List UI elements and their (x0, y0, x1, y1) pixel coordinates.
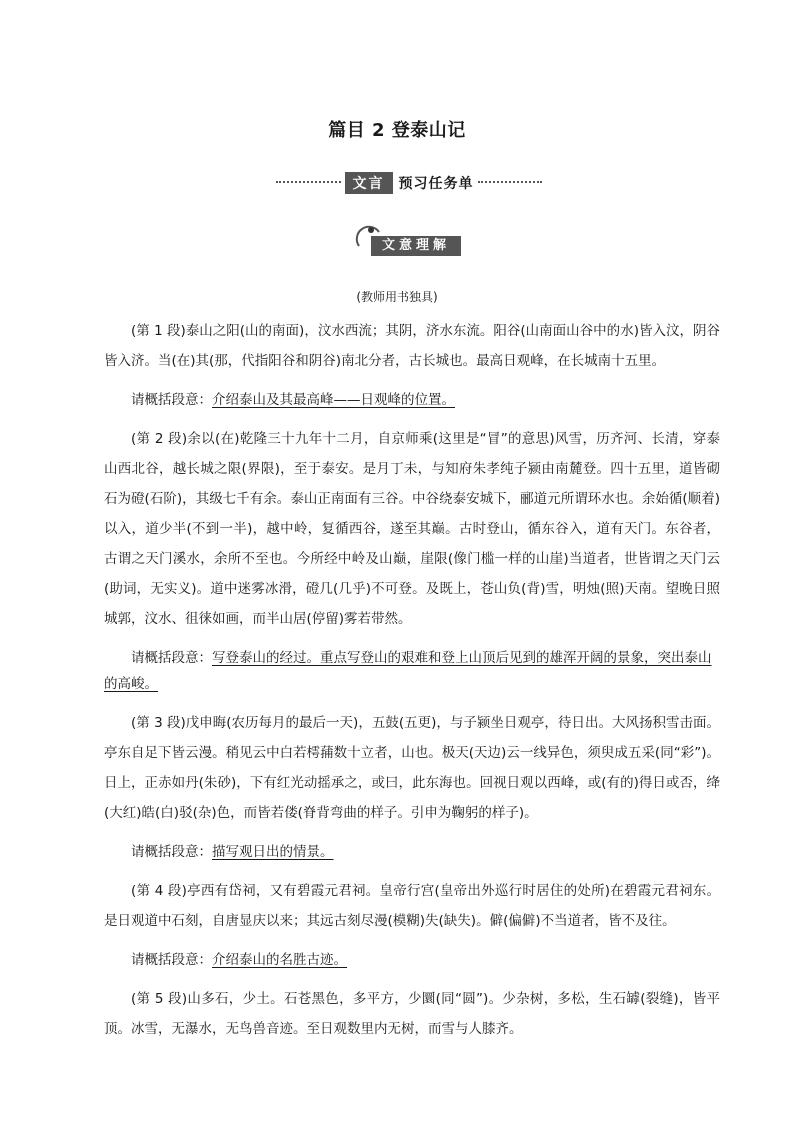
summary-2 (104, 645, 720, 697)
summary-answer: 介绍泰山及其最高峰——日观峰的位置。 (212, 392, 455, 408)
summary-label: 请概括段意： (131, 844, 212, 860)
paragraph-4: (第 4 段)亭西有岱祠，又有碧霞元君祠。皇帝行宫(皇帝出外巡行时居住的处所)在碧霞元君祠东。是日观道中石刻，自唐显庆以来；其远古刻尽漫(模糊)失(缺失)。僻(偏僻)不当道者，皆不及往。 (104, 883, 720, 929)
summary-1 (104, 387, 720, 413)
summary-label: 请概括段意： (131, 952, 212, 968)
summary-4 (104, 947, 720, 973)
summary-3 (104, 839, 720, 865)
banner-text: 预习任务单 (398, 176, 474, 192)
summary-answer: 介绍泰山的名胜古迹。 (212, 952, 347, 968)
summary-label: 请概括段意： (131, 650, 212, 666)
paragraph-2: (第 2 段)余以(在)乾隆三十九年十二月，自京师乘(这里是“冒”的意思)风雪，历齐河、长清，穿泰山西北谷，越长城之限(界限)，至于泰安。是月丁未，与知府朱孝纯子颍由南麓登。四十五里，道皆砌石为磴(石阶)，其级七千有余。泰山正南面有三谷。中谷绕泰安城下，郦道元所谓环水也。余始循(顺着)以入，道少半(不到一半)，越中岭，复循西谷，遂至其巅。古时登山，循东谷入，道有天门。东谷者，古谓之天门溪水，余所不至也。今所经中岭及山巅，崖限(像门槛一样的山崖)当道者，世皆谓之天门云(助词，无实义)。道中迷雾冰滑，磴几(几乎)不可登。及既上，苍山负(背)雪，明烛(照)天南。望晚日照城郭，汶水、徂徕如画，而半山居(停留)雾若带然。 (104, 431, 720, 627)
summary-label: 请概括段意： (131, 392, 212, 408)
banner-dots-left (276, 181, 341, 185)
section-badge (355, 224, 465, 258)
badge-label: 文意理解 (371, 236, 461, 256)
summary-answer: 写登泰山的经过。重点写登山的艰难和登上山顶后见到的雄浑开阔的景象，突出泰山的高峻。 (104, 650, 712, 692)
content (104, 316, 720, 1055)
page-title: 篇目 2 登泰山记 (328, 120, 466, 141)
summary-answer: 描写观日出的情景。 (212, 844, 334, 860)
paragraph-1: (第 1 段)泰山之阳(山的南面)，汶水西流；其阴，济水东流。阳谷(山南面山谷中的水)皆入汶，阴谷皆入济。当(在)其(那，代指阳谷和阴谷)南北分者，古长城也。最高日观峰，在长城南十五里。 (104, 323, 720, 369)
banner-tag: 文言 (345, 172, 393, 194)
paragraph-5: (第 5 段)山多石，少土。石苍黑色，多平方，少圜(同“圆”)。少杂树，多松，生石罅(裂缝)，皆平顶。冰雪，无瀑水，无鸟兽音迹。至日观数里内无树，而雪与人膝齐。 (104, 991, 720, 1037)
paragraph-3: (第 3 段)戊申晦(农历每月的最后一天)，五鼓(五更)，与子颍坐日观亭，待日出。大风扬积雪击面。亭东自足下皆云漫。稍见云中白若樗蒱数十立者，山也。极天(天边)云一线异色，须臾成五采(同“彩”)。日上，正赤如丹(朱砂)，下有红光动摇承之，或曰，此东海也。回视日观以西峰，或(有的)得日或否，绛(大红)皓(白)驳(杂)色，而皆若偻(脊背弯曲的样子。引申为鞠躬的样子)。 (104, 715, 720, 821)
teacher-note: (教师用书独具) (356, 290, 438, 304)
section-banner (272, 171, 546, 195)
banner-dots-right (478, 181, 543, 185)
